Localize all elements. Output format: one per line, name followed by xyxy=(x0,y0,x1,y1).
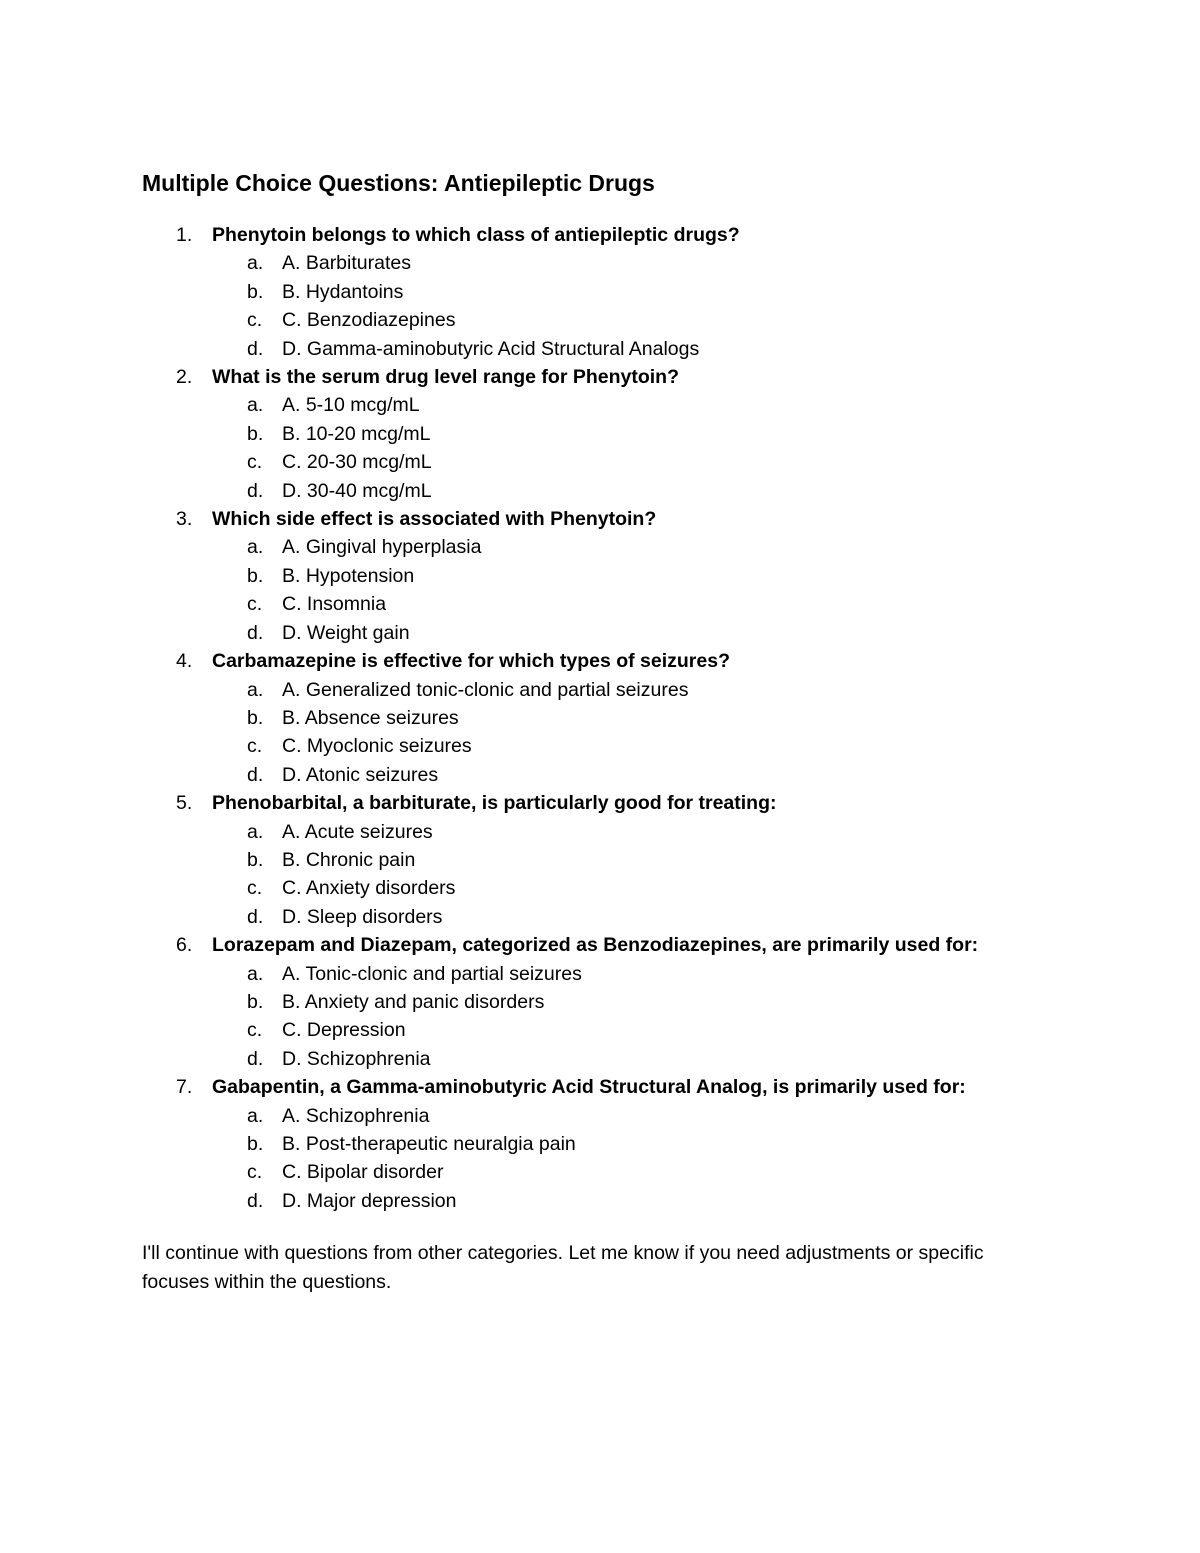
question-item xyxy=(142,505,1062,647)
option-item xyxy=(212,619,1062,647)
option-letter: c. xyxy=(247,1019,263,1042)
option-item xyxy=(212,903,1062,931)
option-item xyxy=(212,1016,1062,1044)
option-item xyxy=(212,249,1062,277)
option-letter: c. xyxy=(247,309,263,332)
option-item xyxy=(212,818,1062,846)
option-text: B. Chronic pain xyxy=(282,848,416,871)
option-item xyxy=(212,477,1062,505)
option-list xyxy=(212,818,1062,932)
option-text: A. 5-10 mcg/mL xyxy=(282,394,420,417)
option-text: B. Hypotension xyxy=(282,564,415,587)
question-text: Phenytoin belongs to which class of antiepileptic drugs? xyxy=(212,224,740,246)
option-item xyxy=(212,420,1062,448)
option-item xyxy=(212,732,1062,760)
question-list xyxy=(142,221,1062,1215)
option-text: D. Gamma-aminobutyric Acid Structural Analogs xyxy=(282,337,700,360)
option-letter: d. xyxy=(247,905,264,928)
question-number: 7. xyxy=(176,1076,193,1099)
option-text: A. Acute seizures xyxy=(282,820,433,843)
question-text: What is the serum drug level range for Phenytoin? xyxy=(212,366,679,389)
option-letter: b. xyxy=(247,848,264,871)
option-text: C. Depression xyxy=(282,1019,406,1042)
page-title: Multiple Choice Questions: Antiepileptic Drugs xyxy=(142,170,655,196)
option-letter: a. xyxy=(247,820,264,843)
option-letter: d. xyxy=(247,1189,264,1212)
option-letter: d. xyxy=(247,763,264,786)
option-item xyxy=(212,704,1062,732)
option-text: C. Insomnia xyxy=(282,593,387,616)
option-letter: c. xyxy=(247,877,263,900)
question-number: 5. xyxy=(176,792,193,815)
option-item xyxy=(212,676,1062,704)
option-item xyxy=(212,846,1062,874)
option-letter: a. xyxy=(247,678,264,701)
option-text: C. Benzodiazepines xyxy=(282,309,456,332)
option-text: D. Weight gain xyxy=(282,621,410,644)
option-item xyxy=(212,874,1062,902)
option-list xyxy=(212,533,1062,647)
option-letter: b. xyxy=(247,422,264,445)
option-item xyxy=(212,562,1062,590)
option-letter: b. xyxy=(247,990,264,1013)
question-number: 6. xyxy=(176,934,193,957)
option-text: A. Gingival hyperplasia xyxy=(282,536,482,559)
option-list xyxy=(212,391,1062,505)
option-text: B. 10-20 mcg/mL xyxy=(282,422,431,445)
option-item xyxy=(212,448,1062,476)
option-text: D. 30-40 mcg/mL xyxy=(282,479,432,502)
option-letter: b. xyxy=(247,280,264,303)
option-letter: c. xyxy=(247,1161,263,1184)
option-item xyxy=(212,1158,1062,1186)
question-item xyxy=(142,647,1062,789)
option-item xyxy=(212,590,1062,618)
option-item xyxy=(212,761,1062,789)
option-text: A. Barbiturates xyxy=(282,252,411,275)
option-letter: d. xyxy=(247,1047,264,1070)
question-text: Which side effect is associated with Phenytoin? xyxy=(212,508,657,531)
option-text: A. Schizophrenia xyxy=(282,1104,430,1127)
option-letter: a. xyxy=(247,536,264,559)
option-letter: c. xyxy=(247,451,263,474)
option-text: B. Anxiety and panic disorders xyxy=(282,990,545,1013)
option-item xyxy=(212,1045,1062,1073)
option-text: B. Hydantoins xyxy=(282,280,404,303)
option-item xyxy=(212,335,1062,363)
question-number: 2. xyxy=(176,366,193,389)
option-item xyxy=(212,1102,1062,1130)
option-letter: a. xyxy=(247,394,264,417)
option-item xyxy=(212,1187,1062,1215)
question-item xyxy=(142,363,1062,505)
option-text: C. Anxiety disorders xyxy=(282,877,456,900)
option-item xyxy=(212,988,1062,1016)
question-item xyxy=(142,931,1062,1073)
question-item xyxy=(142,221,1062,363)
option-text: D. Atonic seizures xyxy=(282,763,439,786)
question-number: 1. xyxy=(176,224,193,246)
option-item xyxy=(212,533,1062,561)
option-item xyxy=(212,1130,1062,1158)
question-text: Phenobarbital, a barbiturate, is particularly good for treating: xyxy=(212,792,777,815)
option-text: B. Post-therapeutic neuralgia pain xyxy=(282,1133,576,1155)
option-list xyxy=(212,960,1062,1074)
question-text: Gabapentin, a Gamma-aminobutyric Acid Structural Analog, is primarily used for: xyxy=(212,1076,966,1099)
option-item xyxy=(212,278,1062,306)
question-text: Carbamazepine is effective for which types of seizures? xyxy=(212,650,730,673)
option-text: D. Sleep disorders xyxy=(282,905,443,928)
option-letter: a. xyxy=(247,1104,264,1127)
option-letter: a. xyxy=(247,962,264,985)
option-text: C. Myoclonic seizures xyxy=(282,735,472,758)
option-list xyxy=(212,249,1062,363)
option-text: D. Schizophrenia xyxy=(282,1047,431,1070)
option-text: B. Absence seizures xyxy=(282,706,459,729)
option-list xyxy=(212,676,1062,790)
option-item xyxy=(212,960,1062,988)
option-letter: b. xyxy=(247,564,264,587)
option-letter: d. xyxy=(247,621,264,644)
option-letter: b. xyxy=(247,1133,264,1155)
option-item xyxy=(212,391,1062,419)
option-text: A. Generalized tonic-clonic and partial seizures xyxy=(282,678,689,701)
option-letter: a. xyxy=(247,252,264,275)
option-text: D. Major depression xyxy=(282,1189,457,1212)
question-number: 4. xyxy=(176,650,193,673)
question-item xyxy=(142,789,1062,931)
question-number: 3. xyxy=(176,508,193,531)
option-text: C. 20-30 mcg/mL xyxy=(282,451,432,474)
question-item xyxy=(142,1073,1062,1215)
option-list xyxy=(212,1102,1062,1216)
option-letter: c. xyxy=(247,593,263,616)
option-text: C. Bipolar disorder xyxy=(282,1161,444,1184)
question-text: Lorazepam and Diazepam, categorized as Benzodiazepines, are primarily used for: xyxy=(212,934,979,957)
option-letter: d. xyxy=(247,479,264,502)
document-page xyxy=(142,165,1062,1316)
option-letter: b. xyxy=(247,706,264,729)
option-item xyxy=(212,306,1062,334)
option-letter: d. xyxy=(247,337,264,360)
option-letter: c. xyxy=(247,735,263,758)
option-text: A. Tonic-clonic and partial seizures xyxy=(282,962,582,985)
closing-note: I'll continue with questions from other categories. Let me know if you need adjustments or specific focuses within the questions. xyxy=(142,1242,984,1293)
